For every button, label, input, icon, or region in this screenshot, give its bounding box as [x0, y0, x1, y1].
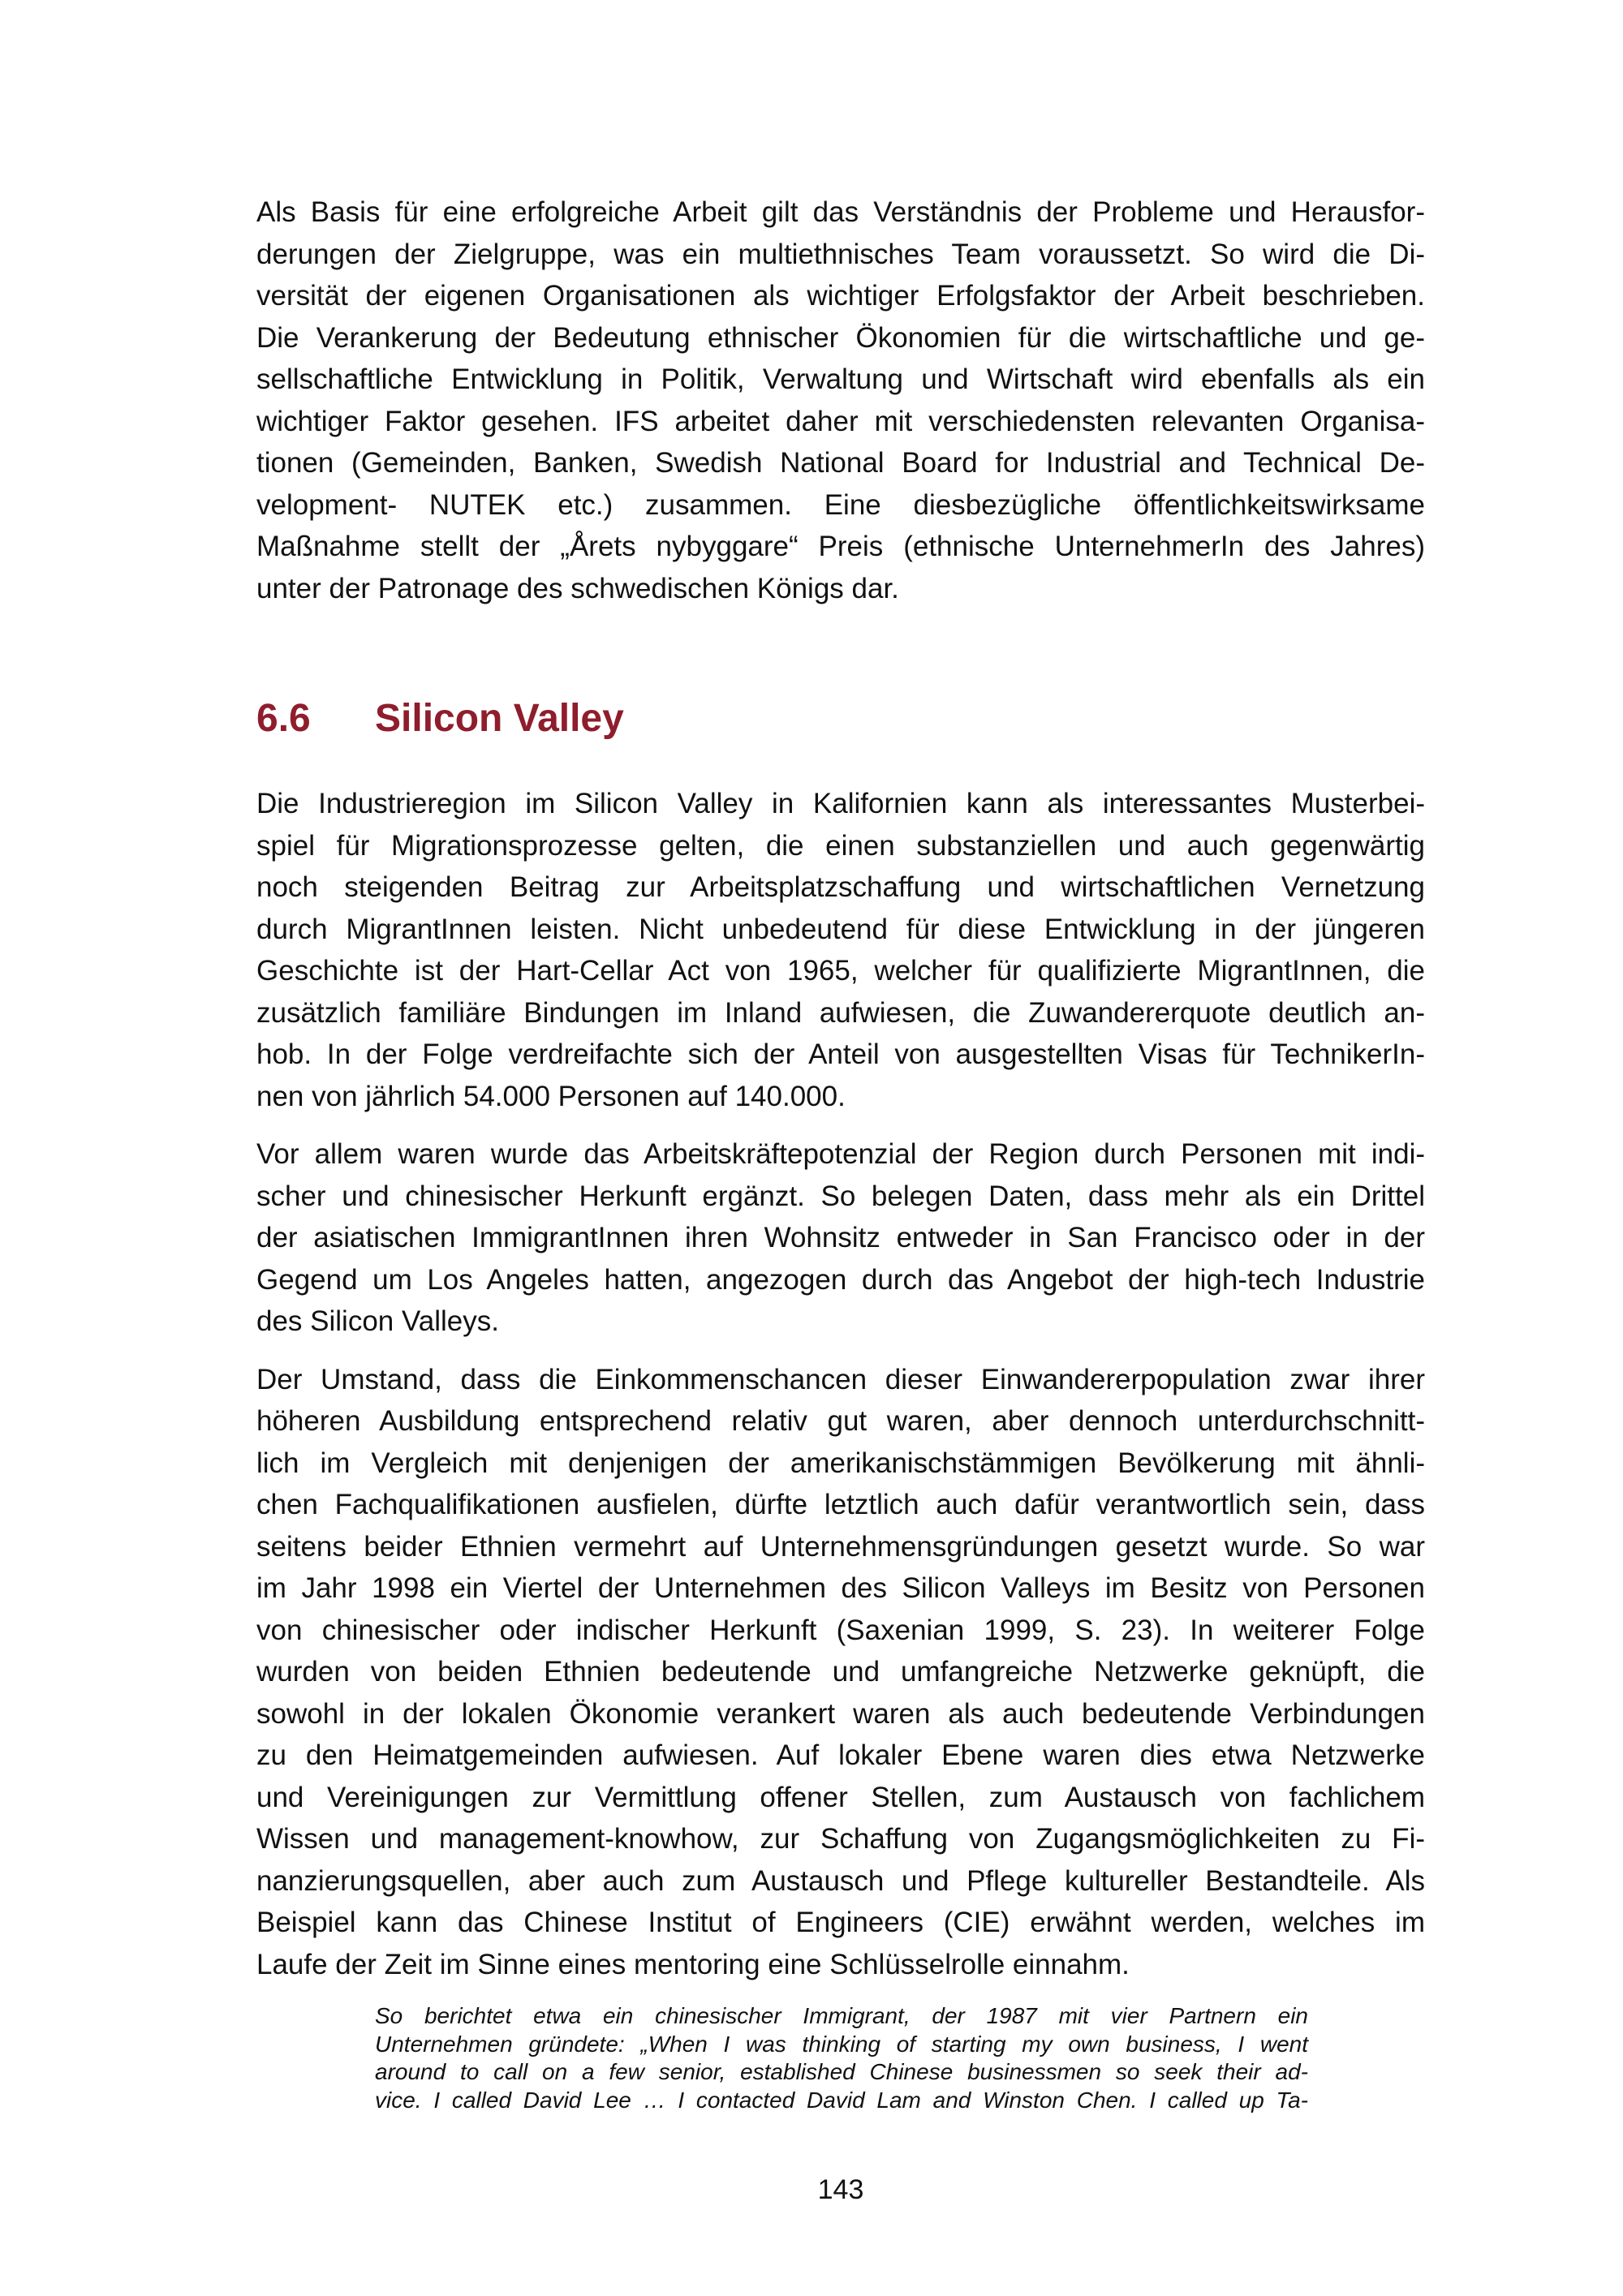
text-line: höheren Ausbildung entsprechend relativ gut waren, aber dennoch unterdurchschnitt-: [256, 1405, 1425, 1437]
text-line: wichtiger Faktor gesehen. IFS arbeitet daher mit verschiedensten relevanten Organisa-: [256, 405, 1425, 437]
paragraph-ifs: [256, 191, 1425, 609]
text-line: Unternehmen gründete: „When I was thinking of starting my own business, I went: [375, 2031, 1308, 2057]
text-line: Die Verankerung der Bedeutung ethnischer Ökonomien für die wirtschaftliche und ge-: [256, 321, 1425, 354]
text-line: Beispiel kann das Chinese Institut of Engineers (CIE) erwähnt werden, welches im: [256, 1907, 1425, 1938]
text-line: nanzierungsquellen, aber auch zum Austausch und Pflege kultureller Bestandteile. Als: [256, 1864, 1425, 1897]
text-line: around to call on a few senior, established Chinese businessmen so seek their ad-: [375, 2059, 1308, 2084]
section-heading: [256, 696, 624, 741]
text-line: Geschichte ist der Hart-Cellar Act von 1965, welcher für qualifizierte MigrantInnen, die: [256, 955, 1425, 987]
text-line: zusätzlich familiäre Bindungen im Inland aufwiesen, die Zuwandererquote deutlich an-: [256, 996, 1425, 1029]
text-line: lich im Vergleich mit denjenigen der amerikanischstämmigen Bevölkerung mit ähnli-: [256, 1447, 1425, 1479]
text-line: Maßnahme stellt der „Årets nybyggare“ Preis (ethnische UnternehmerIn des Jahres): [256, 531, 1425, 562]
section-body: [256, 783, 1425, 2001]
paragraph-hart-cellar: [256, 783, 1425, 1117]
text-line: scher und chinesischer Herkunft ergänzt. So belegen Daten, dass mehr als ein Drittel: [256, 1180, 1425, 1212]
text-line: versität der eigenen Organisationen als wichtiger Erfolgsfaktor der Arbeit beschrieben.: [256, 280, 1425, 312]
text-line: unter der Patronage des schwedischen Königs dar.: [256, 572, 899, 604]
text-line: tionen (Gemeinden, Banken, Swedish National Board for Industrial and Technical De-: [256, 447, 1425, 479]
text-line: Gegend um Los Angeles hatten, angezogen durch das Angebot der high-tech Industrie: [256, 1263, 1425, 1296]
text-line: sowohl in der lokalen Ökonomie verankert waren als auch bedeutende Verbindungen: [256, 1697, 1425, 1730]
text-line: vice. I called David Lee … I contacted David Lam and Winston Chen. I called up Ta-: [375, 2087, 1308, 2113]
text-line: durch MigrantInnen leisten. Nicht unbedeutend für diese Entwicklung in der jüngeren: [256, 913, 1425, 945]
text-line: Laufe der Zeit im Sinne eines mentoring eine Schlüsselrolle einnahm.: [256, 1948, 1130, 1980]
text-line: noch steigenden Beitrag zur Arbeitsplatzschaffung und wirtschaftlichen Vernetzung: [256, 871, 1425, 903]
text-line: seitens beider Ethnien vermehrt auf Unternehmensgründungen gesetzt wurde. So war: [256, 1530, 1425, 1563]
text-line: und Vereinigungen zur Vermittlung offener Stellen, zum Austausch von fachlichem: [256, 1781, 1425, 1813]
text-line: im Jahr 1998 ein Viertel der Unternehmen des Silicon Valleys im Besitz von Personen: [256, 1572, 1425, 1604]
text-line: des Silicon Valleys.: [256, 1305, 499, 1337]
text-line: spiel für Migrationsprozesse gelten, die einen substanziellen und auch gegenwärtig: [256, 829, 1425, 862]
text-line: Die Industrieregion im Silicon Valley in Kalifornien kann als interessantes Musterbei-: [256, 788, 1425, 819]
text-line: Als Basis für eine erfolgreiche Arbeit gilt das Verständnis der Probleme und Herausfor-: [256, 196, 1425, 228]
paragraph-entrepreneurship: [256, 1359, 1425, 1986]
text-line: von chinesischer oder indischer Herkunft (Saxenian 1999, S. 23). In weiterer Folge: [256, 1614, 1425, 1646]
text-line: Vor allem waren wurde das Arbeitskräftepotenzial der Region durch Personen mit indi-: [256, 1138, 1425, 1170]
section-title: Silicon Valley: [375, 697, 624, 740]
text-line: nen von jährlich 54.000 Personen auf 140.000.: [256, 1080, 846, 1112]
page-number: 143: [817, 2174, 864, 2205]
text-line: wurden von beiden Ethnien bedeutende und umfangreiche Netzwerke geknüpft, die: [256, 1656, 1425, 1688]
text-line: der asiatischen ImmigrantInnen ihren Wohnsitz entweder in San Francisco oder in der: [256, 1222, 1425, 1253]
text-line: derungen der Zielgruppe, was ein multiethnisches Team voraussetzt. So wird die Di-: [256, 238, 1425, 270]
text-line: hob. In der Folge verdreifachte sich der Anteil von ausgestellten Visas für TechnikerIn-: [256, 1038, 1425, 1070]
block-quote: [375, 2002, 1308, 2114]
text-line: Wissen und management-knowhow, zur Schaffung von Zugangsmöglichkeiten zu Fi-: [256, 1823, 1425, 1855]
text-line: velopment- NUTEK etc.) zusammen. Eine diesbezügliche öffentlichkeitswirksame: [256, 488, 1425, 521]
text-line: So berichtet etwa ein chinesischer Immigrant, der 1987 mit vier Partnern ein: [375, 2003, 1308, 2028]
text-line: sellschaftliche Entwicklung in Politik, Verwaltung und Wirtschaft wird ebenfalls als ein: [256, 363, 1425, 395]
text-line: Der Umstand, dass die Einkommenschancen dieser Einwandererpopulation zwar ihrer: [256, 1363, 1425, 1395]
section-number: 6.6: [256, 697, 311, 740]
text-line: zu den Heimatgemeinden aufwiesen. Auf lokaler Ebene waren dies etwa Netzwerke: [256, 1739, 1425, 1771]
paragraph-workforce: [256, 1133, 1425, 1343]
text-line: chen Fachqualifikationen ausfielen, dürfte letztlich auch dafür verantwortlich sein, dass: [256, 1489, 1425, 1520]
